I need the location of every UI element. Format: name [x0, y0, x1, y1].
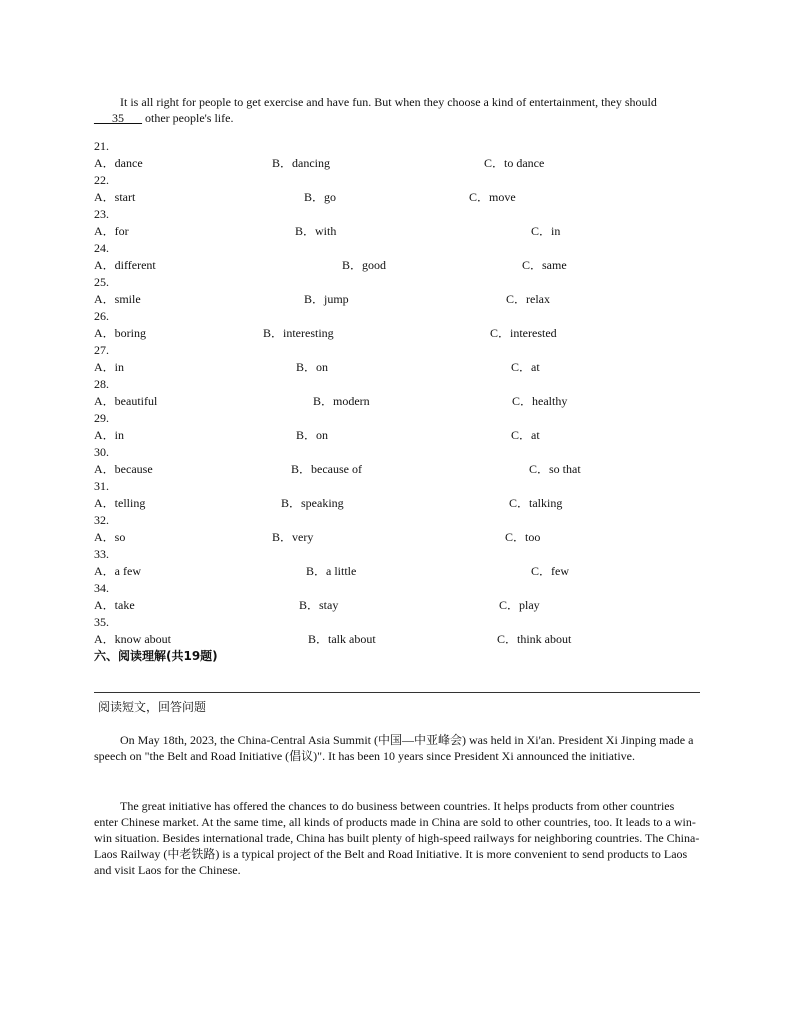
question-21 — [94, 138, 700, 172]
option-b[interactable]: B．on — [296, 360, 329, 374]
section-divider — [94, 692, 700, 693]
passage-paragraph-2: The great initiative has offered the chances to do business between countries. It helps products from other countries enter Chinese market. At the same time, all kinds of products made in China are sold to other countries, too. It leads to a win-win situation. Besides international trade, China has built plenty of high-speed railways for neighboring countries. The China-Laos Railway (中老铁路) is a typical project of the Belt and Road Initiative. It is more convenient to send products to Laos and visit Laos for the Chinese. — [94, 799, 700, 877]
option-b[interactable]: B．stay — [299, 598, 339, 612]
question-25 — [94, 274, 700, 308]
option-a[interactable]: A．dance — [94, 156, 143, 170]
question-number: 30. — [94, 445, 109, 459]
option-b[interactable]: B．because of — [291, 462, 362, 476]
option-c[interactable]: C．think about — [497, 632, 572, 646]
option-c[interactable]: C．at — [511, 360, 540, 374]
intro-paragraph — [94, 94, 700, 126]
question-23 — [94, 206, 700, 240]
option-c[interactable]: C．talking — [509, 496, 563, 510]
question-number: 21. — [94, 139, 109, 153]
option-b[interactable]: B．good — [342, 258, 387, 272]
option-a[interactable]: A．for — [94, 224, 129, 238]
question-number: 23. — [94, 207, 109, 221]
question-number: 28. — [94, 377, 109, 391]
question-27 — [94, 342, 700, 376]
question-34 — [94, 580, 700, 614]
option-b[interactable]: B．speaking — [281, 496, 344, 510]
question-number: 34. — [94, 581, 109, 595]
question-number: 35. — [94, 615, 109, 629]
question-number: 33. — [94, 547, 109, 561]
question-32 — [94, 512, 700, 546]
blank-35: ___35___ — [94, 111, 142, 125]
question-list — [94, 138, 700, 648]
question-28 — [94, 376, 700, 410]
option-c[interactable]: C．healthy — [512, 394, 568, 408]
option-a[interactable]: A．telling — [94, 496, 146, 510]
option-c[interactable]: C．so that — [529, 462, 581, 476]
option-a[interactable]: A．so — [94, 530, 126, 544]
option-a[interactable]: A．in — [94, 428, 125, 442]
question-number: 24. — [94, 241, 109, 255]
question-29 — [94, 410, 700, 444]
option-b[interactable]: B．interesting — [263, 326, 334, 340]
option-b[interactable]: B．a little — [306, 564, 357, 578]
question-number: 31. — [94, 479, 109, 493]
option-b[interactable]: B．modern — [313, 394, 370, 408]
option-a[interactable]: A．know about — [94, 632, 171, 646]
question-35 — [94, 614, 700, 648]
option-b[interactable]: B．jump — [304, 292, 349, 306]
option-c[interactable]: C．move — [469, 190, 516, 204]
reading-instruction: 阅读短文，回答问题 — [98, 700, 207, 714]
option-c[interactable]: C．play — [499, 598, 540, 612]
option-b[interactable]: B．talk about — [308, 632, 376, 646]
question-30 — [94, 444, 700, 478]
question-26 — [94, 308, 700, 342]
option-b[interactable]: B．go — [304, 190, 337, 204]
option-a[interactable]: A．in — [94, 360, 125, 374]
question-22 — [94, 172, 700, 206]
intro-text: It is all right for people to get exercise and have fun. But when they choose a kind of entertainment, they should — [120, 95, 657, 109]
option-c[interactable]: C．relax — [506, 292, 550, 306]
option-a[interactable]: A．boring — [94, 326, 146, 340]
question-24 — [94, 240, 700, 274]
option-a[interactable]: A．different — [94, 258, 156, 272]
option-a[interactable]: A．smile — [94, 292, 141, 306]
question-number: 27. — [94, 343, 109, 357]
question-31 — [94, 478, 700, 512]
question-number: 26. — [94, 309, 109, 323]
option-b[interactable]: B．on — [296, 428, 329, 442]
option-a[interactable]: A．a few — [94, 564, 141, 578]
question-number: 32. — [94, 513, 109, 527]
question-number: 22. — [94, 173, 109, 187]
option-c[interactable]: C．too — [505, 530, 541, 544]
option-a[interactable]: A．take — [94, 598, 135, 612]
section-title: 六、阅读理解(共19题) — [94, 649, 218, 663]
option-b[interactable]: B．very — [272, 530, 314, 544]
passage-paragraph-1: On May 18th, 2023, the China-Central Asia Summit (中国—中亚峰会) was held in Xi'an. President Xi Jinping made a speech on "the Belt and Road Initiative (倡议)". It has been 10 years since President Xi announced the initiative. — [94, 733, 694, 763]
option-b[interactable]: B．dancing — [272, 156, 330, 170]
option-c[interactable]: C．few — [531, 564, 569, 578]
question-number: 25. — [94, 275, 109, 289]
option-a[interactable]: A．beautiful — [94, 394, 158, 408]
intro-text-end: other people's life. — [142, 111, 234, 125]
option-c[interactable]: C．interested — [490, 326, 557, 340]
option-a[interactable]: A．start — [94, 190, 136, 204]
question-number: 29. — [94, 411, 109, 425]
option-b[interactable]: B．with — [295, 224, 337, 238]
question-33 — [94, 546, 700, 580]
option-c[interactable]: C．to dance — [484, 156, 545, 170]
option-c[interactable]: C．at — [511, 428, 540, 442]
option-c[interactable]: C．in — [531, 224, 561, 238]
option-a[interactable]: A．because — [94, 462, 153, 476]
option-c[interactable]: C．same — [522, 258, 567, 272]
